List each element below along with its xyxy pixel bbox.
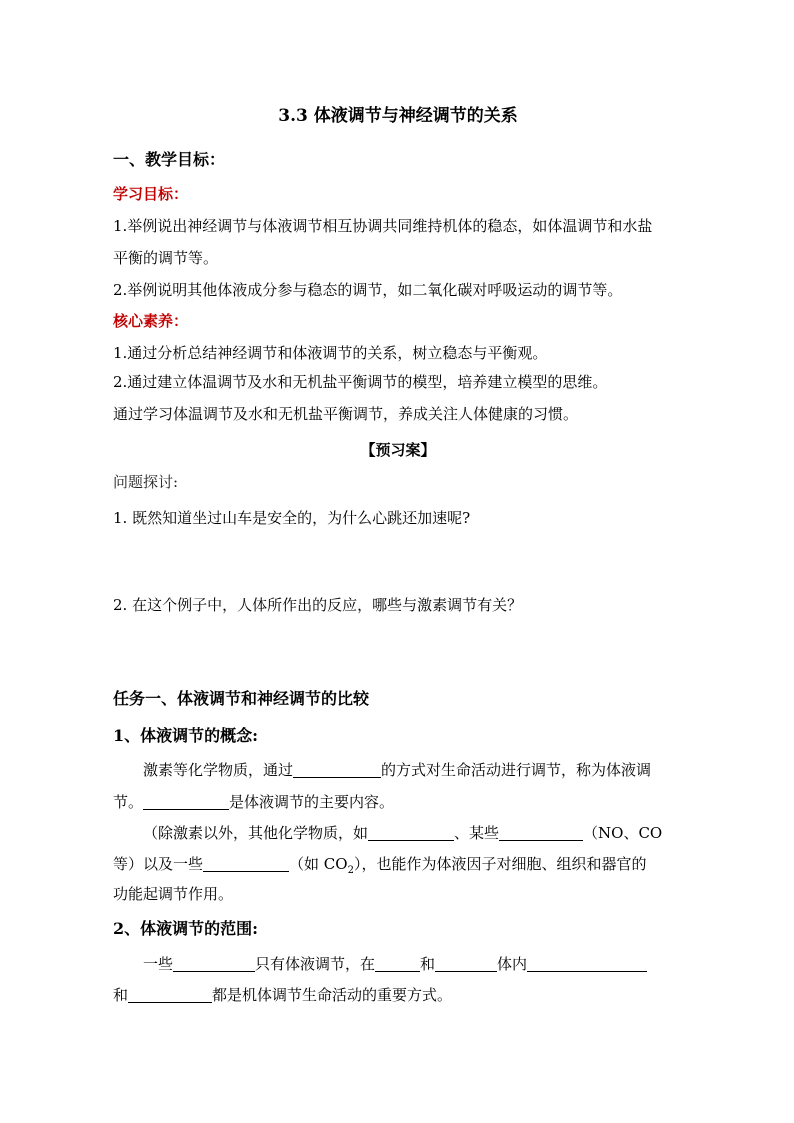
concept-paragraph-1: [113, 760, 713, 780]
scope-paragraph-2: [113, 985, 683, 1005]
learning-goal-line: 1.举例说出神经调节与体液调节相互协调共同维持机体的稳态，如体温调节和水盐: [113, 217, 653, 235]
concept-paragraph-2-end: 功能起调节作用。: [113, 885, 234, 903]
learning-goal-line: 平衡的调节等。: [113, 249, 219, 267]
fill-blank[interactable]: [203, 855, 289, 872]
preview-heading: 【预习案】: [360, 441, 436, 459]
scope-heading: 2、体液调节的范围:: [113, 919, 259, 938]
fill-blank[interactable]: [293, 761, 381, 778]
fill-blank[interactable]: [375, 955, 420, 972]
text-span: （如 CO: [289, 855, 348, 873]
text-span: 和: [113, 986, 129, 1004]
text-span: 和: [420, 955, 436, 973]
core-literacy-line: 1.通过分析总结神经调节和体液调节的关系，树立稳态与平衡观。: [113, 344, 548, 362]
text-span: 、某些: [454, 824, 500, 842]
text-span: 的方式对生命活动进行调节，称为体液调: [381, 761, 652, 779]
fill-blank[interactable]: [435, 955, 497, 972]
text-span: 只有体液调节，在: [255, 955, 376, 973]
label-core-literacy: 核心素养：: [113, 312, 189, 330]
fill-blank[interactable]: [143, 793, 229, 810]
text-span: ），也能作为体液因子对细胞、组织和器官的: [353, 855, 647, 873]
learning-goal-line: 2.举例说明其他体液成分参与稳态的调节，如二氧化碳对呼吸运动的调节等。: [113, 281, 623, 299]
text-span: 都是机体调节生命活动的重要方式。: [212, 986, 453, 1004]
section-heading-teaching-goals: 一、教学目标：: [113, 150, 226, 169]
scope-paragraph-1: [113, 954, 713, 974]
fill-blank[interactable]: [499, 824, 583, 841]
fill-blank[interactable]: [527, 955, 647, 972]
text-span: 体内: [497, 955, 528, 973]
concept-paragraph-2: [113, 823, 713, 843]
subscript: 2: [347, 865, 354, 876]
fill-blank[interactable]: [173, 955, 255, 972]
text-span: （NO、CO: [583, 824, 663, 842]
text-span: （除激素以外，其他化学物质，如: [143, 824, 369, 842]
preview-question-2: 2. 在这个例子中，人体所作出的反应，哪些与激素调节有关？: [113, 596, 523, 614]
core-literacy-line: 通过学习体温调节及水和无机盐平衡调节，养成关注人体健康的习惯。: [113, 405, 579, 423]
preview-intro: 问题探讨:: [113, 473, 179, 491]
text-span: 激素等化学物质，通过: [143, 761, 294, 779]
preview-question-1: 1. 既然知道坐过山车是安全的，为什么心跳还加速呢?: [113, 509, 471, 527]
concept-heading: 1、体液调节的概念:: [113, 726, 259, 745]
concept-paragraph-2-cont: [113, 854, 683, 874]
text-span: 节。: [113, 793, 144, 811]
fill-blank[interactable]: [128, 986, 212, 1003]
text-span: 是体液调节的主要内容。: [229, 793, 395, 811]
text-span: 一些: [143, 955, 174, 973]
page-title: 3.3 体液调节与神经调节的关系: [278, 106, 518, 126]
text-span: 等）以及一些: [113, 855, 204, 873]
label-learning-goals: 学习目标：: [113, 185, 189, 203]
fill-blank[interactable]: [368, 824, 454, 841]
task1-heading: 任务一、体液调节和神经调节的比较: [113, 689, 370, 708]
concept-paragraph-1-cont: [113, 792, 683, 812]
core-literacy-line: 2.通过建立体温调节及水和无机盐平衡调节的模型，培养建立模型的思维。: [113, 373, 608, 391]
